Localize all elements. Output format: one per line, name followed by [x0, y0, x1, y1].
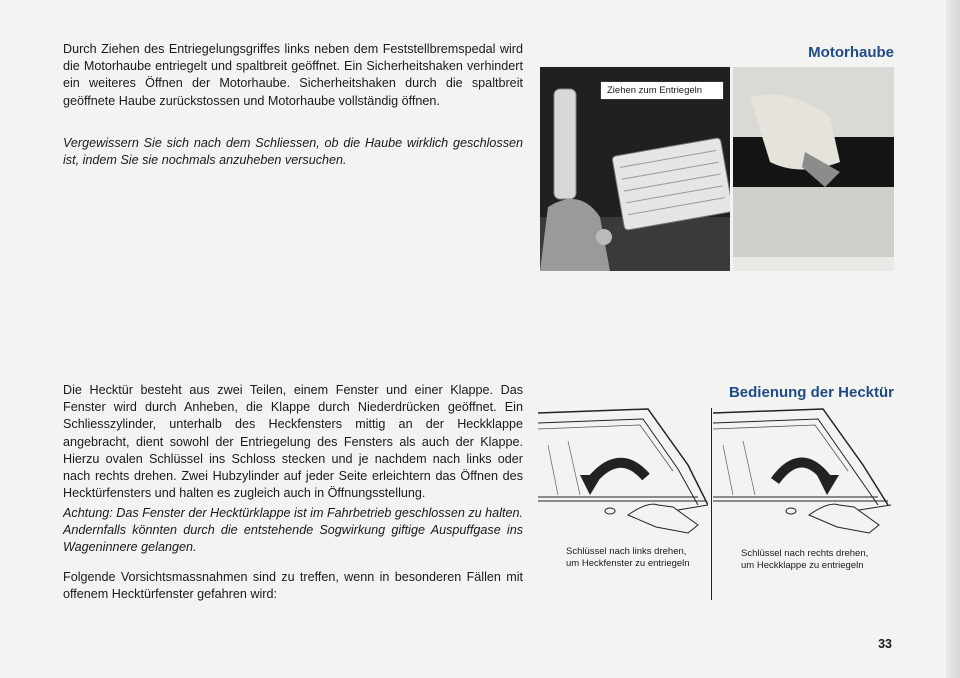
figure-divider — [711, 408, 712, 600]
tailgate-illustration-right — [713, 405, 893, 545]
tailgate-paragraph-2: Achtung: Das Fenster der Hecktürklappe ist im Fahrbetrieb geschlossen zu halten. Andernfalls könnten durch die entstehende Sogwirkung giftige Auspuffgase ins Wageninnere gelangen. — [63, 506, 523, 555]
page-edge — [946, 0, 960, 678]
hood-paragraph-1: Durch Ziehen des Entriegelungsgriffes links neben dem Feststellbremspedal wird die Motorhaube entriegelt und spaltbreit geöffnet. Ein Sicherheitshaken verhindert ein weiteres Öffnen der Motorhaube. Sicherheitshaken durch die spaltbreit geöffnete Haube zurückstossen und Motorhaube vollständig öffnen. — [63, 42, 523, 108]
hood-callout: Ziehen zum Entriegeln — [600, 81, 724, 100]
tailgate-paragraph-3: Folgende Vorsichtsmassnahmen sind zu treffen, wenn in besonderen Fällen mit offenem Hecktürfenster gefahren wird: — [63, 570, 523, 602]
caption-left: Schlüssel nach links drehen, um Heckfenster zu entriegeln — [566, 546, 690, 569]
hood-photo — [540, 67, 894, 271]
tailgate-paragraph-1: Die Hecktür besteht aus zwei Teilen, einem Fenster und einer Klappe. Das Fenster wird durch Anheben, die Klappe durch Niederdrücken geöffnet. Ein Schliesszylinder, unterhalb des Heckfensters mittig an der Heckklappe angebracht, dient sowohl der Entriegelung des Fensters als auch der Klappe. Hierzu ovalen Schlüssel ins Schloss stecken und je nachdem nach links oder nach rechts drehen. Zwei Hubzylinder auf jeder Seite erleichtern das Öffnen des Hecktürfensters und halten es zugleich auch in Öffnungsstellung. — [63, 383, 523, 501]
hood-heading: Motorhaube — [808, 44, 894, 61]
hood-paragraph-2: Vergewissern Sie sich nach dem Schliessen, ob die Haube wirklich geschlossen ist, indem Sie sie nochmals anzuheben versuchen. — [63, 136, 523, 168]
tailgate-illustration-left — [538, 405, 708, 545]
page-number: 33 — [878, 637, 892, 651]
caption-right: Schlüssel nach rechts drehen, um Heckklappe zu entriegeln — [741, 548, 869, 571]
tailgate-heading: Bedienung der Hecktür — [728, 384, 894, 401]
